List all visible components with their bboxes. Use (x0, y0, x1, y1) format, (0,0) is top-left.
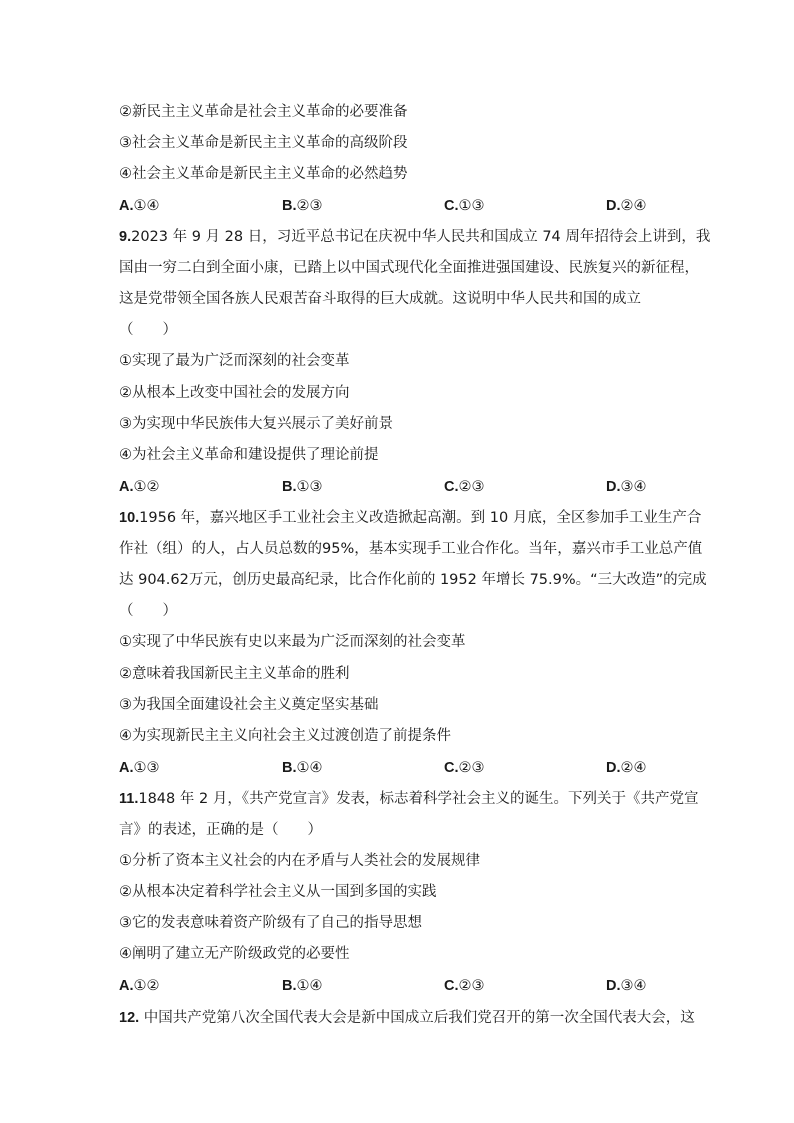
q8-option-d[interactable]: D.②④ (606, 198, 647, 214)
q10-option-d[interactable]: D.②④ (606, 760, 647, 776)
q11-option-c[interactable]: C.②③ (444, 978, 485, 994)
q8-options (119, 196, 679, 216)
q8-option-a[interactable]: A.①④ (119, 198, 160, 214)
q8-statement-2: ②新民主主义革命是社会主义革命的必要准备 (119, 104, 408, 120)
q10-stem-line-3: 达 904.62万元，创历史最高纪录，比合作化前的 1952 年增长 75.9%。“三大改造”的完成 (119, 572, 707, 588)
q10-options (119, 758, 679, 778)
q8-statement-4: ④社会主义革命是新民主主义革命的必然趋势 (119, 166, 408, 182)
q11-option-a[interactable]: A.①② (119, 978, 160, 994)
q9-option-a[interactable]: A.①② (119, 479, 160, 495)
q11-statement-2: ②从根本决定着科学社会主义从一国到多国的实践 (119, 884, 437, 900)
q9-stem-line-3: 这是党带领全国各族人民艰苦奋斗取得的巨大成就。这说明中华人民共和国的成立 (119, 291, 641, 307)
q9-answer-bracket: （ ） (119, 322, 177, 338)
q11-options (119, 976, 679, 996)
q9-stem-line-1: 9.2023 年 9 月 28 日，习近平总书记在庆祝中华人民共和国成立 74 周年招待会上讲到，我 (119, 229, 711, 245)
q10-option-b[interactable]: B.①④ (282, 760, 323, 776)
q9-option-d[interactable]: D.③④ (606, 479, 647, 495)
q10-answer-bracket: （ ） (119, 603, 177, 619)
q11-number: 11. (119, 791, 139, 807)
q10-statement-4: ④为实现新民主主义向社会主义过渡创造了前提条件 (119, 728, 451, 744)
q9-statement-3: ③为实现中华民族伟大复兴展示了美好前景 (119, 416, 393, 432)
q10-statement-2: ②意味着我国新民主主义革命的胜利 (119, 666, 350, 682)
q9-option-b[interactable]: B.①③ (282, 479, 323, 495)
q9-option-c[interactable]: C.②③ (444, 479, 485, 495)
q10-number: 10. (119, 510, 140, 526)
q8-option-c[interactable]: C.①③ (444, 198, 485, 214)
q9-statement-1: ①实现了最为广泛而深刻的社会变革 (119, 353, 350, 369)
q11-option-d[interactable]: D.③④ (606, 978, 647, 994)
q8-option-b[interactable]: B.②③ (282, 198, 323, 214)
q9-stem-line-2: 国由一穷二白到全面小康，已踏上以中国式现代化全面推进强国建设、民族复兴的新征程， (119, 260, 699, 276)
q10-option-c[interactable]: C.②③ (444, 760, 485, 776)
q10-stem-line-2: 作社（组）的人，占人员总数的95%，基本实现手工业合作化。当年，嘉兴市手工业总产值 (119, 541, 703, 557)
q11-statement-3: ③它的发表意味着资产阶级有了自己的指导思想 (119, 915, 422, 931)
q9-options (119, 477, 679, 497)
q9-statement-4: ④为社会主义革命和建设提供了理论前提 (119, 447, 379, 463)
q10-statement-3: ③为我国全面建设社会主义奠定坚实基础 (119, 697, 379, 713)
q11-statement-1: ①分析了资本主义社会的内在矛盾与人类社会的发展规律 (119, 853, 480, 869)
q12-stem-line-1: 12. 中国共产党第八次全国代表大会是新中国成立后我们党召开的第一次全国代表大会，这 (119, 1010, 695, 1026)
q8-statement-3: ③社会主义革命是新民主主义革命的高级阶段 (119, 135, 408, 151)
q9-number: 9. (119, 229, 132, 245)
q10-statement-1: ①实现了中华民族有史以来最为广泛而深刻的社会变革 (119, 634, 466, 650)
q9-statement-2: ②从根本上改变中国社会的发展方向 (119, 385, 350, 401)
q11-option-b[interactable]: B.①④ (282, 978, 323, 994)
q11-stem-line-2: 言》的表述，正确的是（ ） (119, 822, 322, 838)
q10-stem-line-1: 10.1956 年，嘉兴地区手工业社会主义改造掀起高潮。到 10 月底，全区参加手工业生产合 (119, 510, 702, 526)
q12-number: 12. (119, 1010, 140, 1026)
q11-stem-line-1: 11.1848 年 2 月，《共产党宣言》发表，标志着科学社会主义的诞生。下列关于《共产党宣 (119, 791, 699, 807)
q10-option-a[interactable]: A.①③ (119, 760, 160, 776)
q11-statement-4: ④阐明了建立无产阶级政党的必要性 (119, 946, 350, 962)
